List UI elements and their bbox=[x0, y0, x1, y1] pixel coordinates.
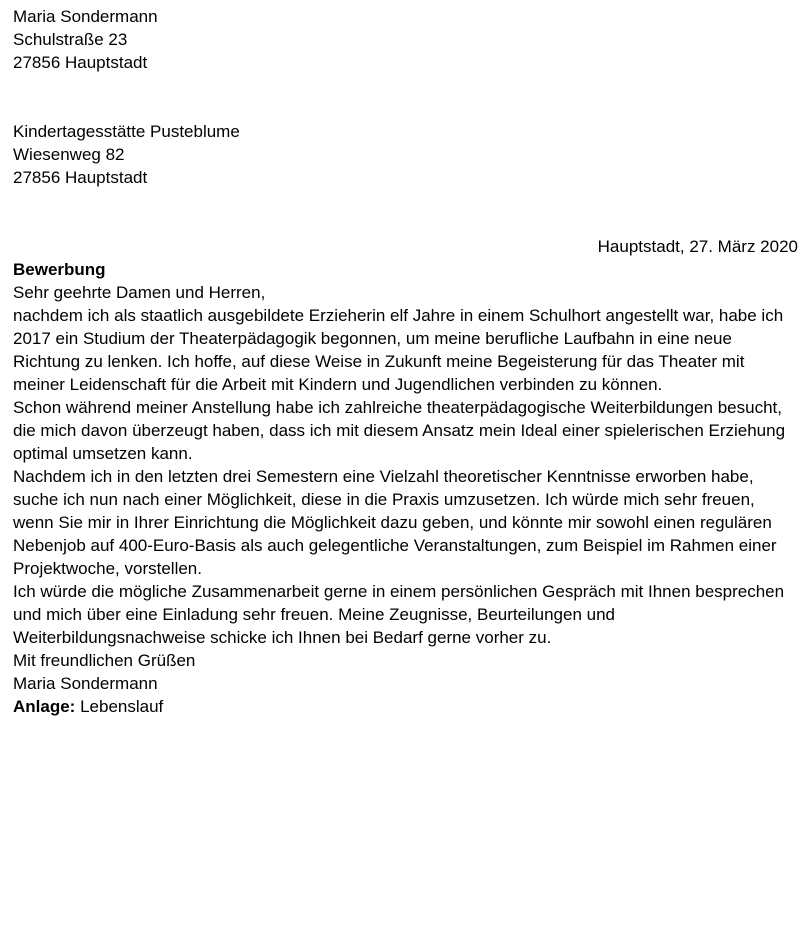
date-line: Hauptstadt, 27. März 2020 bbox=[597, 237, 798, 256]
recipient-city: 27856 Hauptstadt bbox=[13, 168, 148, 187]
body-paragraph-1: nachdem ich als staatlich ausgebildete Erzieherin elf Jahre in einem Schulhort angestellt war, habe ich 2017 ein Studium der Theaterpädagogik begonnen, um meine berufliche Laufbahn in eine neue Richtung zu lenken. Ich hoffe, auf diese Weise in Zukunft meine Begeisterung für das Theater mit meiner Leidenschaft für die Arbeit mit Kindern und Jugendlichen verbinden zu können. bbox=[13, 306, 784, 394]
signature-name: Maria Sondermann bbox=[13, 674, 158, 693]
recipient-street: Wiesenweg 82 bbox=[13, 145, 125, 164]
sender-city: 27856 Hauptstadt bbox=[13, 53, 148, 72]
enclosure-label: Anlage: bbox=[13, 697, 76, 716]
subject-heading: Bewerbung bbox=[13, 260, 106, 279]
sender-street: Schulstraße 23 bbox=[13, 30, 128, 49]
closing-phrase: Mit freundlichen Grüßen bbox=[13, 651, 196, 670]
body-paragraph-4: Ich würde die mögliche Zusammenarbeit gerne in einem persönlichen Gespräch mit Ihnen besprechen und mich über eine Einladung sehr freuen. Meine Zeugnisse, Beurteilungen und Weiterbildungsnachweise schicke ich Ihnen bei Bedarf gerne vorher zu. bbox=[13, 582, 785, 647]
body-paragraph-2: Schon während meiner Anstellung habe ich zahlreiche theaterpädagogische Weiterbildungen besucht, die mich davon überzeugt haben, dass ich mit diesem Ansatz mein Ideal einer spielerischen Erziehung optimal umsetzen kann. bbox=[13, 398, 786, 463]
enclosure-value: Lebenslauf bbox=[80, 697, 164, 716]
sender-address bbox=[13, 5, 798, 74]
enclosure-line bbox=[13, 695, 798, 718]
salutation: Sehr geehrte Damen und Herren, bbox=[13, 283, 266, 302]
recipient-address bbox=[13, 120, 798, 189]
body-paragraph-3: Nachdem ich in den letzten drei Semestern eine Vielzahl theoretischer Kenntnisse erworben habe, suche ich nun nach einer Möglichkeit, diese in die Praxis umzusetzen. Ich würde mich sehr freuen, wenn Sie mir in Ihrer Einrichtung die Möglichkeit dazu geben, und könnte mir sowohl einen regulären Nebenjob auf 400-Euro-Basis als auch gelegentliche Veranstaltungen, zum Beispiel im Rahmen einer Projektwoche, vorstellen. bbox=[13, 467, 777, 578]
sender-name: Maria Sondermann bbox=[13, 7, 158, 26]
recipient-name: Kindertagesstätte Pusteblume bbox=[13, 122, 240, 141]
